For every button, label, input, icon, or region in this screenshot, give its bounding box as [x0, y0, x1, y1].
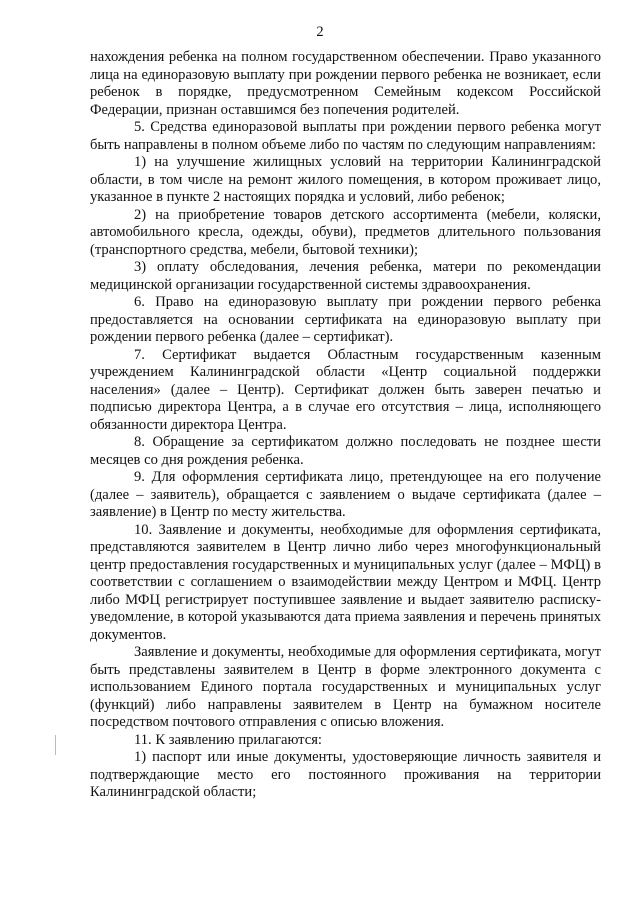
paragraph-item-11-1: 1) паспорт или иные документы, удостоверяющие личность заявителя и подтверждающие место его постоянного проживания на территории Калининградской области;	[90, 749, 601, 800]
paragraph-item-5-3: 3) оплату обследования, лечения ребенка, матери по рекомендации медицинской организации государственной системы здравоохранения.	[90, 259, 601, 293]
paragraph-item-9: 9. Для оформления сертификата лицо, претендующее на его получение (далее – заявитель), обращается с заявлением о выдаче сертификата (далее – заявление) в Центр по месту жительства.	[90, 469, 601, 520]
page-number: 2	[316, 24, 324, 40]
paragraph-item-7: 7. Сертификат выдается Областным государственным казенным учреждением Калининградской области «Центр социальной поддержки населения» (далее – Центр). Сертификат должен быть заверен печатью и подписью директора Центра, а в случае его отсутствия – лица, исполняющего обязанности директора Центра.	[90, 346, 601, 433]
paragraph-item-10-electronic: Заявление и документы, необходимые для оформления сертификата, могут быть представлены заявителем в Центр в форме электронного документа с использованием Единого портала государственных и муниципальных услуг (функций) либо направлены заявителем в Центр на бумажном носителе посредством почтового отправления с описью вложения.	[90, 644, 601, 730]
paragraph-item-5: 5. Средства единоразовой выплаты при рождении первого ребенка могут быть направлены в полном объеме либо по частям по следующим направлениям:	[90, 119, 601, 153]
paragraph-item-10: 10. Заявление и документы, необходимые для оформления сертификата, представляются заявителем в Центр лично либо через многофункциональный центр предоставления государственных и муниципальных услуг (далее – МФЦ) в соответствии с соглашением о взаимодействии между Центром и МФЦ. Центр либо МФЦ регистрирует поступившее заявление и выдает заявителю расписку-уведомление, в которой указываются дата приема заявления и перечень принятых документов.	[90, 521, 601, 643]
margin-scan-mark	[55, 735, 56, 755]
paragraph-item-6: 6. Право на единоразовую выплату при рождении первого ребенка предоставляется на основании сертификата на единоразовую выплату при рождении первого ребенка (далее – сертификат).	[90, 294, 601, 345]
paragraph-item-8: 8. Обращение за сертификатом должно последовать не позднее шести месяцев со дня рождения ребенка.	[90, 434, 601, 468]
document-body	[90, 49, 601, 802]
paragraph-continuation: нахождения ребенка на полном государственном обеспечении. Право указанного лица на единоразовую выплату при рождении первого ребенка не возникает, если ребенок в порядке, предусмотренном Семейным кодексом Российской Федерации, признан оставшимся без попечения родителей.	[90, 49, 601, 118]
paragraph-item-5-2: 2) на приобретение товаров детского ассортимента (мебели, коляски, автомобильного кресла, одежды, обуви), предметов длительного пользования (транспортного средства, мебели, бытовой техники);	[90, 206, 601, 258]
paragraph-item-5-1: 1) на улучшение жилищных условий на территории Калининградской области, в том числе на ремонт жилого помещения, в котором проживает лицо, указанное в пункте 2 настоящих порядка и условий, либо ребенок;	[90, 154, 601, 205]
paragraph-item-11: 11. К заявлению прилагаются:	[134, 731, 322, 748]
